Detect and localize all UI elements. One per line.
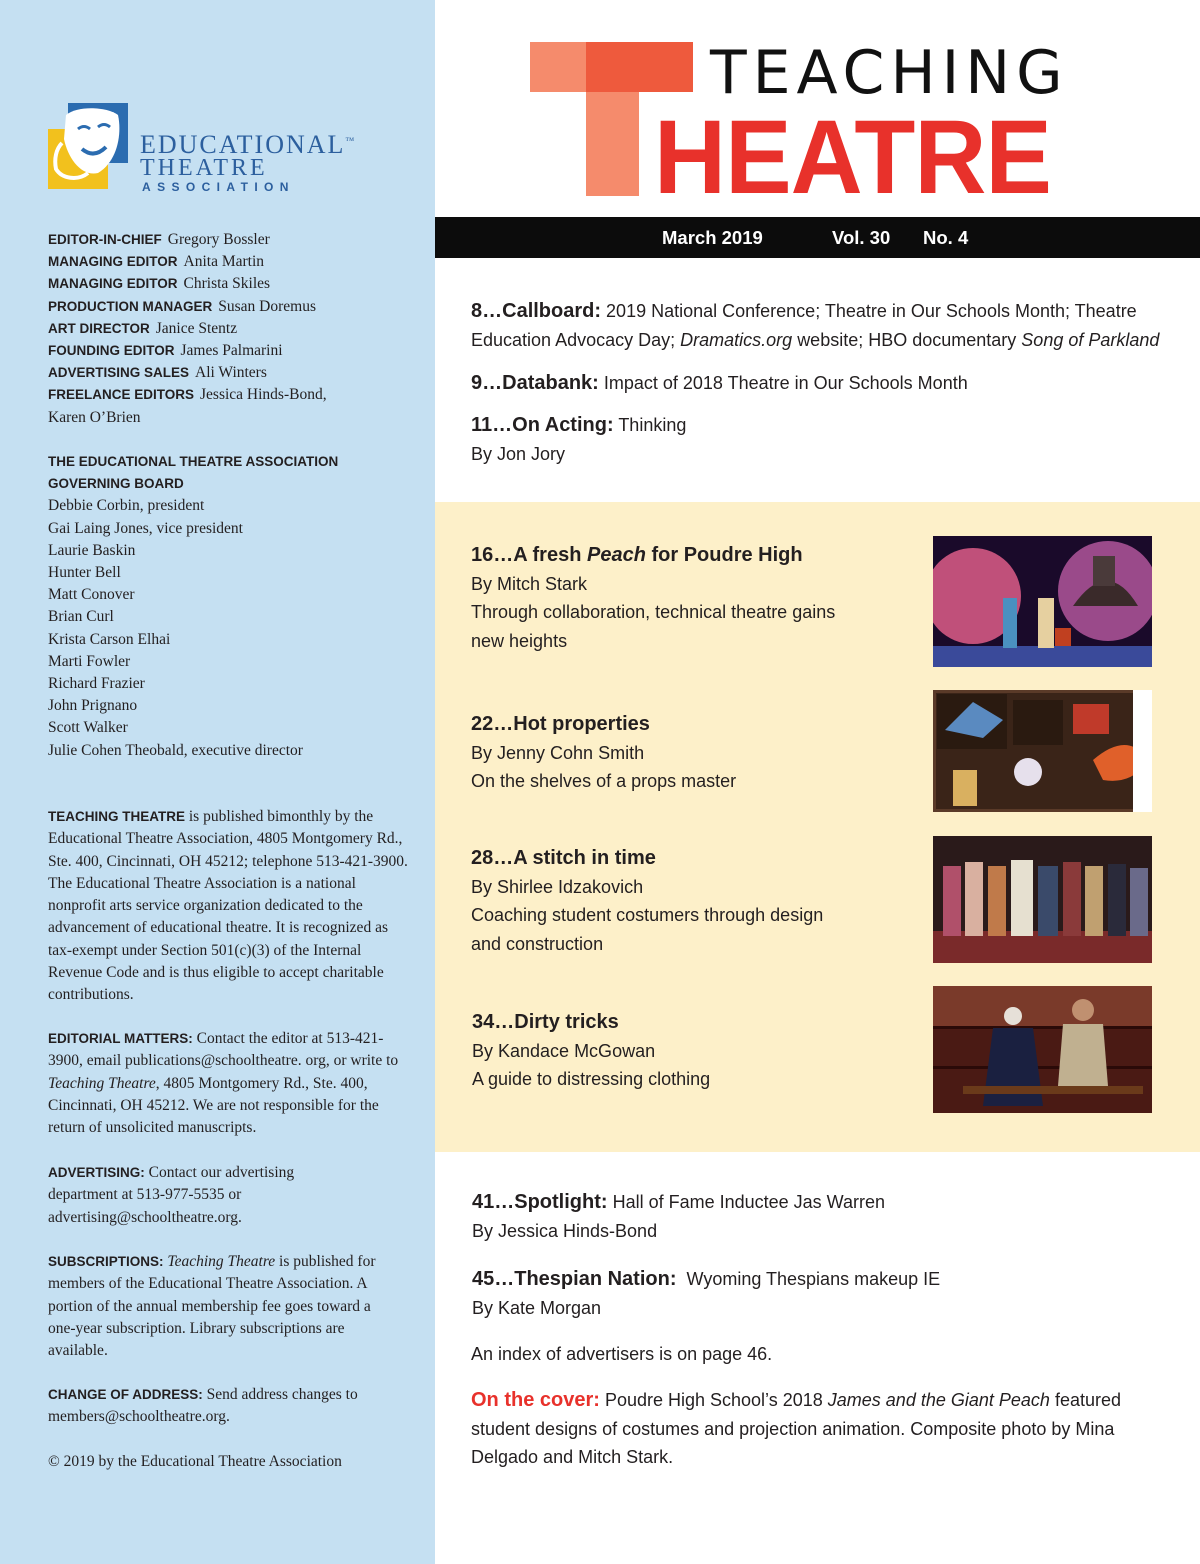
logo-teaching: TEACHING xyxy=(710,38,1069,108)
dek: Through collaboration, technical theatre gains xyxy=(471,602,836,622)
peach-production-photo xyxy=(933,536,1152,667)
board-member: Hunter Bell xyxy=(48,564,121,582)
advertising-info: ADVERTISING: Contact our advertising department at 513-977-5535 or advertising@schooltheatre.org. xyxy=(48,1164,295,1226)
publisher-info: TEACHING THEATRE is published bimonthly by the Educational Theatre Association, 4805 Montgomery Rd., Ste. 400, Cincinnati, OH 45212; telephone 513-421-3900. The Educational Theatre Association is a national nonprofit arts service organization dedicated to the advancement of educational theatre. It is recognized as tax-exempt under Section 501(c)(3) of the Internal Revenue Code and is thus eligible to accept charitable contributions. xyxy=(48,808,408,1004)
board-member: Scott Walker xyxy=(48,719,128,737)
cover-caption: On the cover: Poudre High School’s 2018 James and the Giant Peach featured student designs of costumes and projection animation. Composite photo by Mina Delgado and Mitch Stark. xyxy=(471,1389,1121,1467)
copyright: © 2019 by the Educational Theatre Association xyxy=(48,1453,342,1470)
dek: new heights xyxy=(471,630,568,651)
board-member: John Prignano xyxy=(48,697,138,715)
toc-entry-thespian-nation[interactable]: 45…Thespian Nation: Wyoming Thespians makeup IE By Kate Morgan xyxy=(472,1265,940,1322)
change-of-address: CHANGE OF ADDRESS: Send address changes to members@schooltheatre.org. xyxy=(48,1386,358,1426)
logo-t-overlap xyxy=(586,42,693,92)
board-heading: THE EDUCATIONAL THEATRE ASSOCIATION xyxy=(48,454,339,469)
dek: and construction xyxy=(471,933,604,954)
byline: By Shirlee Idzakovich xyxy=(471,876,644,897)
byline: By Jessica Hinds-Bond xyxy=(472,1220,658,1241)
issue-number: No. 4 xyxy=(923,227,969,248)
board-member: Laurie Baskin xyxy=(48,541,136,559)
issue-volume: Vol. 30 xyxy=(832,227,891,248)
byline: By Mitch Stark xyxy=(471,573,588,594)
eta-name-line3: ASSOCIATION xyxy=(142,180,295,194)
teaching-theatre-logo xyxy=(530,38,1075,216)
logo-theatre: HEATRE xyxy=(654,99,1052,216)
toc-feature[interactable]: 22…Hot properties By Jenny Cohn Smith On the shelves of a props master xyxy=(471,710,736,796)
byline: By Jenny Cohn Smith xyxy=(471,742,645,763)
toc-entry-spotlight[interactable]: 41…Spotlight: Hall of Fame Inductee Jas Warren By Jessica Hinds-Bond xyxy=(472,1188,885,1245)
board-member: Richard Frazier xyxy=(48,675,145,693)
board-member: Marti Fowler xyxy=(48,652,131,670)
staff-row: ADVERTISING SALES Ali Winters xyxy=(48,364,267,382)
sidebar xyxy=(0,0,435,1564)
toc-feature[interactable]: 34…Dirty tricks By Kandace McGowan A guide to distressing clothing xyxy=(472,1008,710,1094)
byline: By Kate Morgan xyxy=(472,1297,602,1318)
advertiser-index-note: An index of advertisers is on page 46. xyxy=(471,1344,773,1364)
toc-feature[interactable]: 16…A fresh Peach for Poudre High By Mitch Stark Through collaboration, technical theatre gains new heights xyxy=(471,541,835,655)
costume-cast-photo xyxy=(933,836,1152,963)
board-member: Brian Curl xyxy=(48,608,114,626)
editorial-matters: EDITORIAL MATTERS: Contact the editor at 513-421-3900, email publications@schooltheatre. org, or write to Teaching Theatre, 4805 Montgomery Rd., Ste. 400, Cincinnati, OH 45212. We are not responsible for the return of unsolicited manuscripts. xyxy=(48,1030,399,1137)
board-member: Debbie Corbin, president xyxy=(48,497,205,515)
toc-entry-callboard[interactable]: 8…Callboard: 2019 National Conference; Theatre in Our Schools Month; Theatre Education Advocacy Day; Dramatics.org website; HBO documentary Song of Parkland xyxy=(471,300,1160,350)
staff-row: MANAGING EDITOR Christa Skiles xyxy=(48,275,271,293)
byline: By Jon Jory xyxy=(471,443,566,464)
toc-entry-on-acting[interactable]: 11…On Acting: Thinking By Jon Jory xyxy=(471,411,686,468)
board-member: Gai Laing Jones, vice president xyxy=(48,519,243,537)
byline: By Kandace McGowan xyxy=(472,1040,656,1061)
board-member: Julie Cohen Theobald, executive director xyxy=(48,741,303,759)
staff-row: ART DIRECTOR Janice Stentz xyxy=(48,319,238,337)
subscriptions-info: SUBSCRIPTIONS: Teaching Theatre is published for members of the Educational Theatre Association. A portion of the annual membership fee goes toward a one-year subscription. Library subscriptions are available. xyxy=(48,1253,376,1360)
eta-name-line2: THEATRE xyxy=(140,155,268,181)
staff-row: Karen O’Brien xyxy=(48,408,141,426)
staff-row: FOUNDING EDITOR James Palmarini xyxy=(48,342,283,360)
dek: On the shelves of a props master xyxy=(471,771,737,791)
cover-label: On the cover: xyxy=(471,1389,600,1411)
theatre-masks-icon xyxy=(48,103,132,189)
board-member: Matt Conover xyxy=(48,586,135,604)
governing-board xyxy=(48,451,418,762)
issue-date: March 2019 xyxy=(662,227,763,248)
board-member: Krista Carson Elhai xyxy=(48,630,171,648)
dirty-tricks-photo xyxy=(933,986,1152,1113)
staff-row: EDITOR-IN-CHIEF Gregory Bossler xyxy=(48,231,270,248)
toc-entry-databank[interactable]: 9…Databank: Impact of 2018 Theatre in Our Schools Month xyxy=(471,372,968,394)
staff-row: MANAGING EDITOR Anita Martin xyxy=(48,253,265,271)
eta-name-line1: EDUCATIONAL™ xyxy=(140,130,355,159)
staff-list xyxy=(48,229,418,429)
props-shelf-photo xyxy=(933,690,1152,812)
board-heading: GOVERNING BOARD xyxy=(48,476,184,492)
eta-logo xyxy=(48,103,378,195)
toc-feature[interactable]: 28…A stitch in time By Shirlee Idzakovich Coaching student costumers through design and construction xyxy=(471,844,823,958)
dek: A guide to distressing clothing xyxy=(472,1069,711,1089)
staff-row: FREELANCE EDITORS Jessica Hinds-Bond, xyxy=(48,386,327,404)
dek: Coaching student costumers through design xyxy=(471,905,824,925)
staff-row: PRODUCTION MANAGER Susan Doremus xyxy=(48,297,316,315)
issue-bar xyxy=(435,217,1200,258)
